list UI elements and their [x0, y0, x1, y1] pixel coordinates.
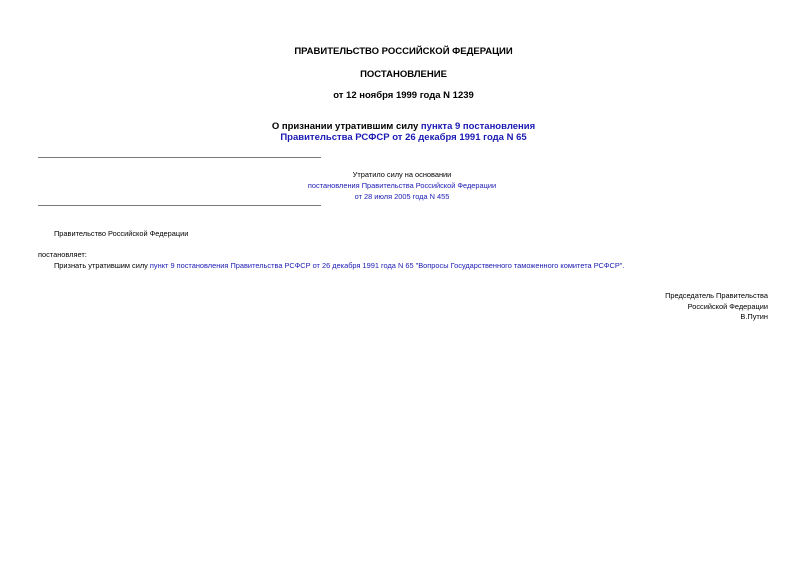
top-rule — [38, 157, 321, 158]
bottom-rule — [38, 205, 321, 206]
decrees-text: постановляет: — [38, 250, 87, 259]
paragraph-link[interactable]: пункт 9 постановления Правительства РСФСР от 26 декабря 1991 года N 65 — [149, 261, 414, 270]
doc-type-heading: ПОСТАНОВЛЕНИЕ — [360, 69, 447, 80]
org-heading: ПРАВИТЕЛЬСТВО РОССИЙСКОЙ ФЕДЕРАЦИИ — [294, 46, 513, 57]
signature-line1: Председатель Правительства — [665, 291, 768, 300]
lapse-note-line1: Утратило силу на основании — [352, 170, 452, 179]
date-number-heading: от 12 ноября 1999 года N 1239 — [333, 90, 474, 101]
signature-name: В.Путин — [740, 312, 768, 321]
title-prefix: О признании утратившим силу — [271, 121, 421, 132]
title-line-1 — [0, 121, 807, 132]
paragraph-suffix: "Вопросы Государственного таможенного комитета РСФСР". — [413, 261, 625, 270]
intro-text: Правительство Российской Федерации — [54, 229, 189, 238]
lapse-note-link-line3[interactable]: от 28 июля 2005 года N 455 — [354, 192, 450, 201]
lapse-note-link-line2[interactable]: постановления Правительства Российской Федерации — [307, 181, 497, 190]
title-link-part2[interactable]: Правительства РСФСР от 26 декабря 1991 года N 65 — [280, 132, 527, 143]
title-link-part1[interactable]: пункта 9 постановления — [420, 121, 536, 132]
paragraph-prefix: Признать утратившим силу — [54, 261, 150, 270]
main-paragraph — [54, 261, 624, 270]
signature-line2: Российской Федерации — [687, 302, 768, 311]
